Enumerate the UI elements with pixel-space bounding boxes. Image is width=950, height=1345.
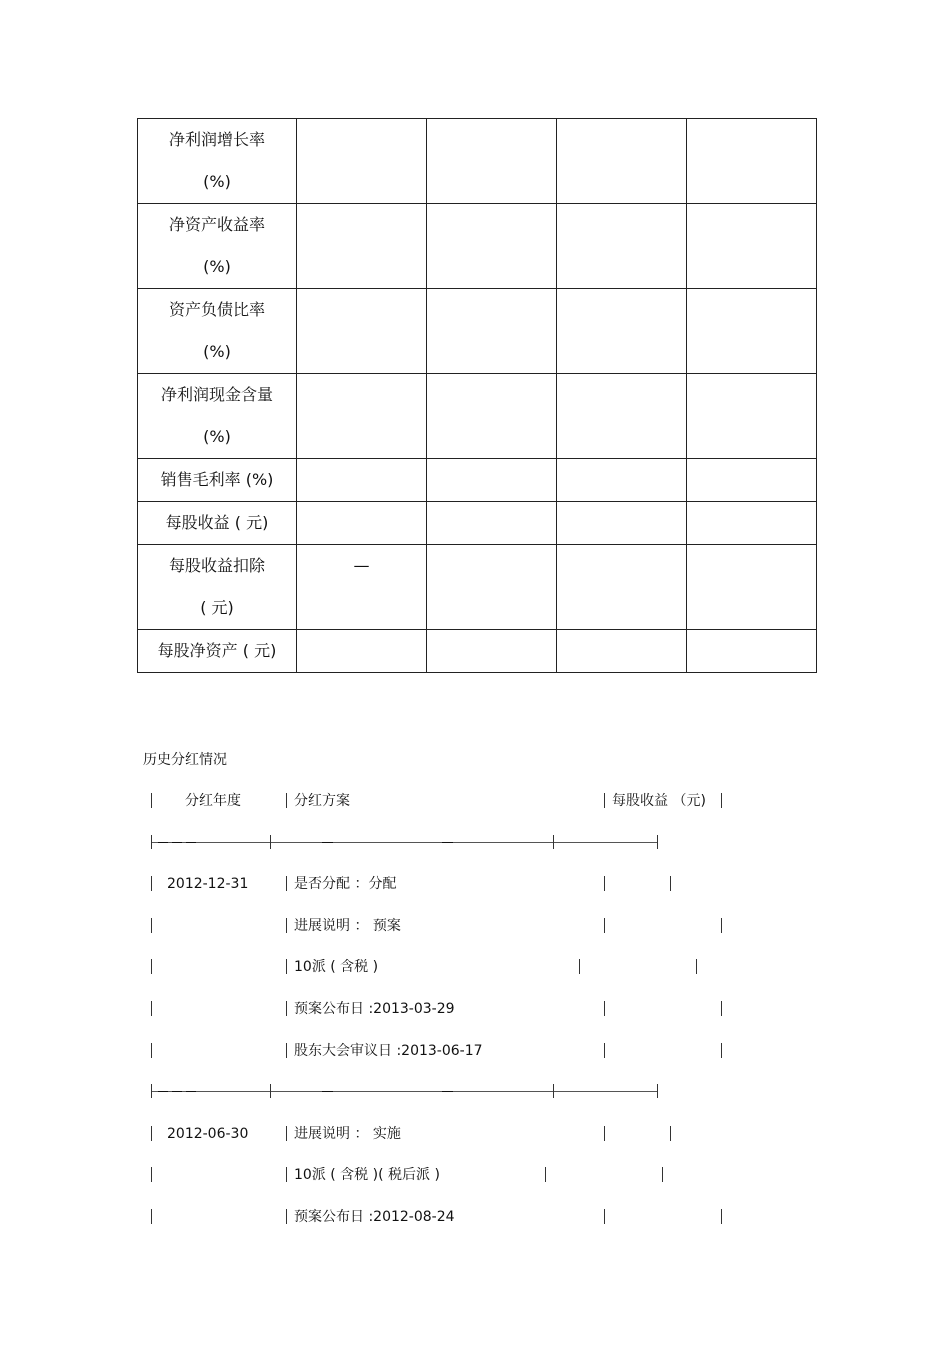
column-bar xyxy=(151,959,152,974)
metric-label: 净资产收益率 xyxy=(168,215,265,234)
column-bar xyxy=(286,1126,287,1141)
metric-label: 销售毛利率 (%) xyxy=(160,470,274,489)
column-bar xyxy=(545,1167,546,1182)
metric-value-cell xyxy=(687,289,817,374)
metric-label: 每股收益 ( 元) xyxy=(165,513,269,532)
column-bar xyxy=(670,1126,671,1141)
header-year: 分红年度 xyxy=(185,793,241,809)
metric-label: (%) xyxy=(203,427,231,446)
metric-value-cell xyxy=(427,545,557,630)
metric-value: — xyxy=(353,556,370,575)
metric-value-cell xyxy=(297,119,427,204)
column-bar xyxy=(604,1126,605,1141)
metric-value-cell xyxy=(427,502,557,545)
metric-row xyxy=(138,459,817,502)
metric-label: (%) xyxy=(203,172,231,191)
record-year: 2012-12-31 xyxy=(167,876,249,892)
metric-value-cell xyxy=(687,502,817,545)
metric-label: 净利润现金含量 xyxy=(160,385,273,404)
metric-value-cell xyxy=(687,459,817,502)
column-bar xyxy=(286,876,287,891)
column-bar xyxy=(151,918,152,933)
metric-value-cell xyxy=(427,374,557,459)
metric-value-cell xyxy=(297,502,427,545)
column-bar xyxy=(604,1001,605,1016)
metric-value-cell xyxy=(557,289,687,374)
column-bar xyxy=(721,1043,722,1058)
metric-value-cell xyxy=(427,630,557,673)
metric-value-cell xyxy=(687,119,817,204)
metric-label-cell xyxy=(138,204,297,289)
column-bar xyxy=(286,1043,287,1058)
column-bar xyxy=(721,1001,722,1016)
metric-label-cell xyxy=(138,502,297,545)
column-bar xyxy=(151,1126,152,1141)
financial-metrics-table xyxy=(137,118,817,673)
metric-value-cell xyxy=(557,374,687,459)
header-eps: 每股收益 （元) xyxy=(612,793,706,809)
metric-value-cell xyxy=(297,374,427,459)
column-bar xyxy=(604,793,605,808)
metric-value-cell xyxy=(427,119,557,204)
metric-value-cell xyxy=(687,204,817,289)
metric-value-cell xyxy=(557,459,687,502)
metric-value-cell xyxy=(557,204,687,289)
column-bar xyxy=(151,1167,152,1182)
metric-value-cell xyxy=(687,630,817,673)
metric-value-cell xyxy=(297,204,427,289)
column-bar xyxy=(286,918,287,933)
column-bar xyxy=(604,1209,605,1224)
column-bar xyxy=(286,1001,287,1016)
metric-label-cell xyxy=(138,545,297,630)
column-bar xyxy=(286,959,287,974)
metric-value-cell xyxy=(687,374,817,459)
column-bar xyxy=(604,918,605,933)
column-bar xyxy=(579,959,580,974)
column-bar xyxy=(151,1043,152,1058)
record-line: 10派 ( 含税 ) xyxy=(294,959,379,975)
record-line: 是否分配 ：分配 xyxy=(294,876,397,892)
column-bar xyxy=(696,959,697,974)
header-plan: 分红方案 xyxy=(294,793,350,809)
metric-value-cell xyxy=(557,119,687,204)
column-bar xyxy=(151,1001,152,1016)
metric-value-cell xyxy=(557,502,687,545)
column-bar xyxy=(286,1209,287,1224)
metric-label: ( 元) xyxy=(200,598,234,617)
record-line: 进展说明 ： 预案 xyxy=(294,918,401,934)
column-bar xyxy=(721,793,722,808)
column-bar xyxy=(604,876,605,891)
metric-value-cell xyxy=(297,289,427,374)
record-year: 2012-06-30 xyxy=(167,1126,249,1142)
column-bar xyxy=(286,793,287,808)
column-bar xyxy=(151,1209,152,1224)
metric-value-cell xyxy=(297,459,427,502)
column-bar xyxy=(604,1043,605,1058)
metric-label: 每股收益扣除 xyxy=(168,556,265,575)
column-bar xyxy=(151,793,152,808)
metric-value-cell xyxy=(557,545,687,630)
metric-label: 每股净资产 ( 元) xyxy=(157,641,277,660)
record-line: 预案公布日 :2013-03-29 xyxy=(294,1001,455,1017)
metric-row xyxy=(138,502,817,545)
metric-row xyxy=(138,204,817,289)
column-bar xyxy=(286,1167,287,1182)
column-bar xyxy=(670,876,671,891)
record-line: 10派 ( 含税 )( 税后派 ) xyxy=(294,1167,440,1183)
dividend-section-title: 历史分红情况 xyxy=(143,752,227,768)
column-bar xyxy=(721,1209,722,1224)
metric-label: (%) xyxy=(203,257,231,276)
metric-label: 资产负债比率 xyxy=(168,300,265,319)
metric-row xyxy=(138,119,817,204)
metric-row xyxy=(138,630,817,673)
column-bar xyxy=(721,918,722,933)
metric-label-cell xyxy=(138,119,297,204)
record-line: 股东大会审议日 :2013-06-17 xyxy=(294,1043,483,1059)
metric-value-cell xyxy=(297,630,427,673)
metric-label-cell xyxy=(138,374,297,459)
metric-value-cell xyxy=(557,630,687,673)
metric-row xyxy=(138,545,817,630)
metric-value-cell xyxy=(297,545,427,630)
metric-label-cell xyxy=(138,459,297,502)
metric-row xyxy=(138,374,817,459)
metric-value-cell xyxy=(687,545,817,630)
metric-label-cell xyxy=(138,630,297,673)
metric-label: 净利润增长率 xyxy=(168,130,265,149)
record-line: 预案公布日 :2012-08-24 xyxy=(294,1209,455,1225)
metric-value-cell xyxy=(427,289,557,374)
metric-label-cell xyxy=(138,289,297,374)
record-line: 进展说明 ： 实施 xyxy=(294,1126,401,1142)
metric-label: (%) xyxy=(203,342,231,361)
metric-value-cell xyxy=(427,459,557,502)
column-bar xyxy=(151,876,152,891)
metric-value-cell xyxy=(427,204,557,289)
metric-row xyxy=(138,289,817,374)
column-bar xyxy=(662,1167,663,1182)
